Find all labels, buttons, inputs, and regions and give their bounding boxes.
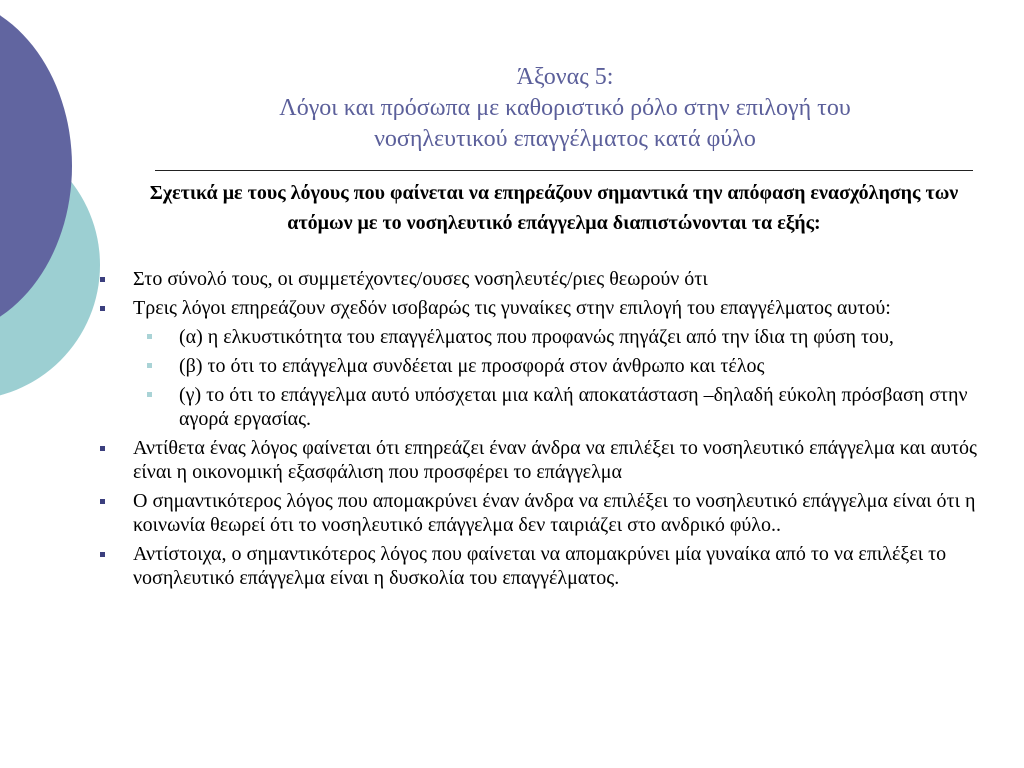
sub-list-item-text: (β) το ότι το επάγγελμα συνδέεται με προσφορά στον άνθρωπο και τέλος [179,355,765,377]
list-item-text: Αντίστοιχα, ο σημαντικότερος λόγος που φαίνεται να απομακρύνει μία γυναίκα από το να επιλέξει το νοσηλευτικό επάγγελμα είναι η δυσκολία του επαγγέλματος. [133,543,947,589]
square-bullet-icon [100,446,105,451]
slide-title-line-3: νοσηλευτικού επαγγέλματος κατά φύλο [374,126,756,152]
list-item-text: Τρεις λόγοι επηρεάζουν σχεδόν ισοβαρώς τις γυναίκες στην επιλογή του επαγγέλματος αυτού: [133,297,891,319]
slide-title-line-1: Άξονας 5: [516,64,614,90]
square-bullet-icon [100,277,105,282]
bullet-list [97,267,977,595]
list-item-text: Ο σημαντικότερος λόγος που απομακρύνει έναν άνδρα να επιλέξει το νοσηλευτικό επάγγελμα είναι ότι η κοινωνία θεωρεί ότι το νοσηλευτικό επάγγελμα δεν ταιριάζει στο ανδρικό φύλο.. [133,490,976,536]
list-item-text: Αντίθετα ένας λόγος φαίνεται ότι επηρεάζει έναν άνδρα να επιλέξει το νοσηλευτικό επάγγελμα και αυτός είναι η οικονομική εξασφάλιση που προσφέρει το επάγγελμα [133,437,977,483]
sub-list-item [97,354,977,378]
list-item [97,296,977,320]
slide-title-line-2: Λόγοι και πρόσωπα με καθοριστικό ρόλο στην επιλογή του [279,95,851,121]
sub-list-item [97,383,977,431]
square-bullet-icon [100,499,105,504]
square-bullet-icon [147,334,152,339]
sub-list-item-text: (α) η ελκυστικότητα του επαγγέλματος που προφανώς πηγάζει από την ίδια τη φύση του, [179,326,894,348]
square-bullet-icon [100,306,105,311]
sub-list-item [97,325,977,349]
slide-title [155,62,975,155]
list-item [97,267,977,291]
square-bullet-icon [100,552,105,557]
list-item [97,489,977,537]
square-bullet-icon [147,363,152,368]
list-item [97,436,977,484]
list-item-text: Στο σύνολό τους, οι συμμετέχοντες/ουσες νοσηλευτές/ριες θεωρούν ότι [133,268,708,290]
sub-list-item-text: (γ) το ότι το επάγγελμα αυτό υπόσχεται μια καλή αποκατάσταση –δηλαδή εύκολη πρόσβαση στην αγορά εργασίας. [179,384,968,430]
intro-text: Σχετικά με τους λόγους που φαίνεται να επηρεάζουν σημαντικά την απόφαση ενασχόλησης των ατόμων με το νοσηλευτικό επάγγελμα διαπιστώνονται τα εξής: [149,182,959,234]
title-divider [155,170,973,171]
list-item [97,542,977,590]
square-bullet-icon [147,392,152,397]
